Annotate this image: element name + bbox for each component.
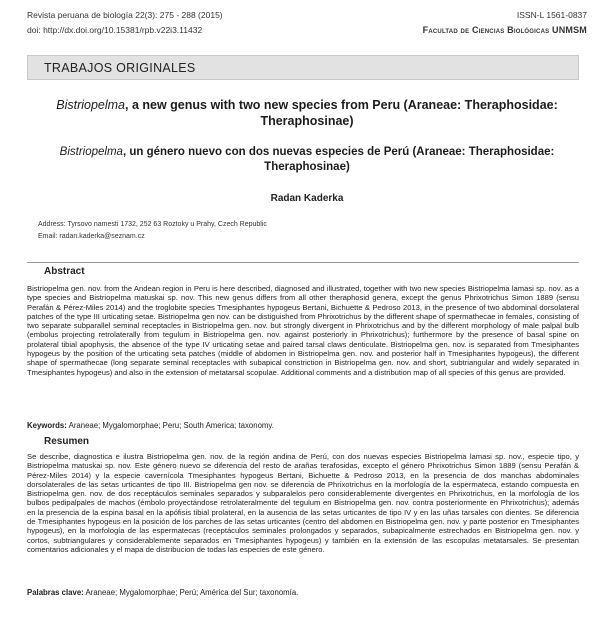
resumen-heading: Resumen: [44, 436, 90, 447]
title-spanish-genus: Bistriopelma: [59, 146, 123, 158]
author-address: [38, 219, 267, 243]
address-line: Address: Tyrsovo namesti 1732, 252 63 Roztoky u Prahy, Czech Republic: [38, 221, 267, 228]
journal-citation: Revista peruana de biología 22(3): 275 - 288 (2015): [27, 10, 223, 20]
issn: ISSN-L 1561-0837: [516, 10, 587, 20]
resumen-text: Se describe, diagnostica e ilustra Bistriopelma gen. nov. de la región andina de Perú, con dos nuevas especies Bistriopelma lamasi sp. nov., especie tipo, y Bistriopelma matuskai sp. nov. Este género nuevo se diferencia del resto de arañas terafosidas, excepto el género Phrixotrichus Simon 1889 (sensu Perafán & Pérez-Miles 2014) y la especie cavernícola Tmesiphantes hypogeus Bertani, Bichuette & Pedroso 2013, en la presencia de dos manchas abdominales dorsolaterales de las setas urticantes de tipo III. Bistriopelma gen nov. se diferencia de Phrixotrichus en la morfología de la espermateca, estando compuesta en Bistriopelma gen. nov. de dos receptáculos seminales separados y subparalelos pero considerablemente divergentes en Phrixotrichus, en la morfología de los bulbos pedipalpales de machos (émbolo proyectándose retrolateralmente del tegulum en Bistriopelma gen. nov. contra posteriormente en Phrixotrichus); además en la presencia de la espina basal en la apófisis tibial prolateral, en la ausencia de las setas urticantes de tipo IV y en las uñas tarsales con dientes. Se diferencia de Tmesiphantes hypogeus en la posición de los parches de las setas urticantes (centro del abdomen en Bistriopelma gen. nov. y parte posterior en Tmesiphantes hypogeus), en la morfología de las espermatecas (receptáculos seminales prolongados y separados, subapicalmente estrechados en Bistriopelma gen. nov. y cortos, subtriangulares y considerablemente separados en Tmesiphantes hypogeus) y también en la extensión de las escopulas metatarsales. Se presentan comentarios adicionales y el mapa de distribucion de todas las especies de este género.: [27, 452, 579, 554]
title-spanish: [27, 145, 587, 175]
keywords-text: Araneae; Mygalomorphae; Peru; South America; taxonomy.: [68, 421, 274, 430]
section-banner: [27, 55, 579, 80]
palabras-clave-text: Araneae; Mygalomorphae; Perú; América del Sur; taxonomía.: [85, 588, 299, 597]
abstract-text: Bistriopelma gen. nov. from the Andean region in Peru is here described, diagnosed and illustrated, together with two new species Bistriopelma lamasi sp. nov. as a type species and Bistriopelma matuskai sp. nov. This new genus differs from all other theraphosid genera, except the genus Phrixotrichus Simon 1889 (sensu Perafán & Pérez-Miles 2014) and the troglobite species Tmesiphantes hypogeus Bertani, Bichuette & Pedroso 2013, in the presence of two abdominal dorsolateral patches of the type III urticating setae. Bistriopelma gen nov. can be distiguished from Phrixotrichus by the different shape of spermathecae in females, consisting of two separate subparallel seminal receptacles in Bistriopelma gen. nov. but strongly divergent in Phrixotrichus and by the different morphology of male palpal bulb (embolus projecting retrolaterally from tegulum in Bistriopelma gen. nov. against posteriorly in Phrixotrichus); furthermore by the presence of basal spine on prolateral tibial apophysis, the absence of the type IV urticating setae and paired tarsal claws denticulate. Bistriopelma gen. nov. is separated from Tmesiphantes hypogeus by the position of the urticating seta patches (middle of abdomen in Bistriopelma gen. nov. and posterior half in Tmesiphantes hypogeus), the different shape of spermathecae (long separate seminal receptacles with subapical constriction in Bistriopelma gen. nov. and short, subtriangular and widely separated in Tmesiphantes hypogeus) and also in the extension of metatarsal scopulae. Additional comments and a distribution map of all species of this genus are provided.: [27, 284, 579, 377]
author-name: Radan Kaderka: [270, 193, 344, 204]
keywords-label: Keywords:: [27, 421, 67, 430]
palabras-clave: [27, 588, 579, 597]
publisher-header: [423, 8, 587, 38]
faculty-name: Facultad de Ciencias Biológicas UNMSM: [422, 25, 587, 35]
title-english-rest: , a new genus with two new species from Peru (Araneae: Theraphosidae: Theraphosinae): [125, 98, 558, 128]
abstract-heading: Abstract: [44, 266, 85, 277]
email-line[interactable]: Email: radan.kaderka@seznam.cz: [38, 233, 145, 240]
section-divider: [27, 262, 579, 263]
journal-header: [27, 8, 223, 38]
section-banner-label: TRABAJOS ORIGINALES: [44, 61, 196, 75]
palabras-clave-label: Palabras clave:: [27, 588, 84, 597]
title-english: [27, 97, 587, 129]
keywords: [27, 421, 579, 430]
doi-link[interactable]: doi: http://dx.doi.org/10.15381/rpb.v22i3.11432: [27, 25, 203, 35]
title-spanish-rest: , un género nuevo con dos nuevas especies de Perú (Araneae: Theraphosidae: Theraphosinae): [122, 146, 555, 173]
title-english-genus: Bistriopelma: [56, 98, 126, 112]
